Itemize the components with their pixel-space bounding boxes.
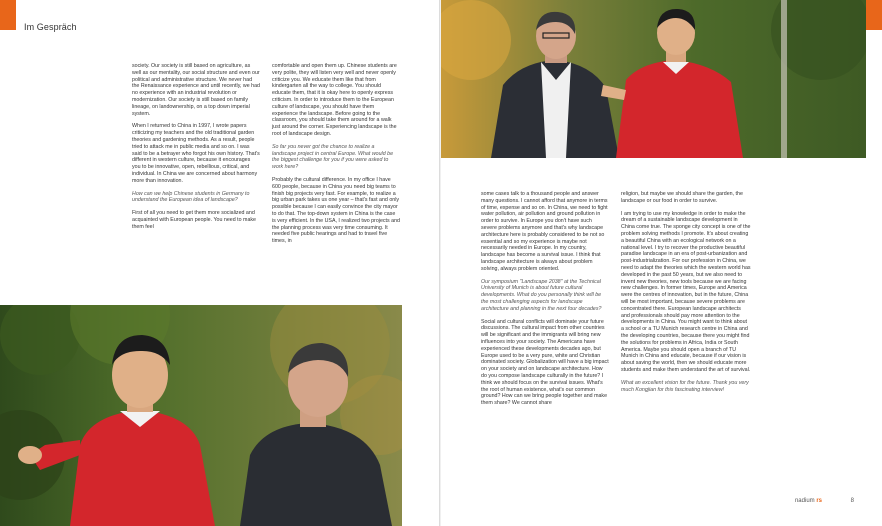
question: What an excellent vision for the future. Thank you very much Kongjian for this fascinating interview! bbox=[621, 379, 749, 393]
question: So far you never got the chance to realize a landscape project in central Europe. What would be the biggest challenge for you if you were asked to work here? bbox=[272, 143, 394, 171]
interview-photo-top bbox=[441, 0, 866, 158]
magazine-brand bbox=[795, 498, 822, 504]
interview-photo-bottom bbox=[0, 305, 402, 526]
brand-name: nadium bbox=[794, 498, 815, 504]
paragraph: First of all you need to get them more socialized and acquainted with European people. You need to make them feel bbox=[132, 210, 256, 230]
paragraph: Social and cultural conflicts will dominate your future discussions. The cultural impact from other countries will be significant and the immigrants will bring new influences into your society. The Americans have experienced these developments decades ago, but Europe used to be a very pure, white and Christian dominated society. Globalization will have a big impact on your society and on landscape architecture. How do you compose landscape culturally in the future? I think we should focus on the survival issues. What's the root of human existence, what's our common ground? How can we bring people together and make them share? We cannot share bbox=[481, 318, 609, 407]
right-column-2 bbox=[621, 191, 751, 399]
question: How can we help Chinese students in Germany to understand the European idea of landscape? bbox=[132, 190, 250, 204]
left-column-2 bbox=[272, 63, 400, 251]
section-tab-left bbox=[0, 0, 16, 30]
paragraph: comfortable and open them up. Chinese students are very polite, they will listen very well and never openly criticize you. We educate them like that from kindergarten all the way to college. You should educate them, that it is okay here to openly express criticism. In order to introduce them to the European culture of landscape, you should have them experience the landscape. Before going to the classroom, you should take them around for a walk just around the corner. Experiencing landscape is the root of landscape design. bbox=[272, 63, 397, 137]
paragraph: religion, but maybe we should share the garden, the landscape or our food in order to survive. bbox=[621, 191, 743, 204]
photo-illustration bbox=[0, 305, 402, 526]
paragraph: I am trying to use my knowledge in order to make the dream of a sustainable landscape development in China come true. The sponge city concept is one of the problem solving methods I promote. It's about creating a beautiful China with an ecological network on a national level. I try to recover the productive beautiful paradise landscape in an era of post-urbanization and post-industrialization. For our profession in China, we need to adapt the theories which the western world has developed in the past 50 years, but we also need to invent new theories, new tools because we are facing new challenges. In former times, Europe and America were the centres of innovation, but in the future, China will be most important, because severe problems are concentrated there. European landscape architects and professionals should pay more attention to the developments in China. You might want to think about a school or a TU Munich research centre in China and the developing countries, because there you might find the solutions for problems in Africa, India or South America. Maybe you should open a branch of TU Munich in China and educate, because if our vision is about saving the world, then we should educate more students and make them understand the art of survival. bbox=[621, 210, 751, 373]
paragraph: When I returned to China in 1997, I wrote papers criticizing my teachers and the old traditional garden theories and gardening methods. As a result, people tried to attack me in public media and so on. I was said to be a betrayer who forgot his own history. That's different in western culture, because it encourages you to be innovative, open, rebellious, critical, and individual. In China we are concerned about harmony more than innovation. bbox=[132, 123, 260, 184]
left-column-1 bbox=[132, 63, 260, 237]
paragraph: some cases talk to a thousand people and answer many questions. I cannot afford that anymore in terms of time, expense and so on. In China, we need to fight water pollution, air pollution and ground pollution in order to survive. In Europe you don't have such severe problems anymore and that's why landscape architecture here is probably considered to be not so essential and so my experience is maybe not necessarily needed in Europe. In my country, landscape has become a survival issue. I think that landscape architecture is always about problem solving, always problem oriented. bbox=[481, 191, 608, 272]
paragraph: Probably the cultural difference. In my office I have 600 people, because in China you need big teams to finish big projects very fast. For example, to realize a big urban park takes us one year – that's fast and only possible because I can easily convince the city mayor to do that. The top-down system in China is the case is very efficient. In the USA, I realized two projects and the planning process was very time consuming. It needed five public hearings and had to travel five times, in bbox=[272, 176, 400, 245]
section-tab-right bbox=[866, 0, 882, 30]
question: Our symposium "Landscape 2038" at the Technical University of Munich is about future cultural developments. What do you personally think will be the most challenging aspects for landscape architecture and planning in the next four decades? bbox=[481, 278, 602, 312]
left-page bbox=[0, 0, 440, 526]
paragraph: society. Our society is still based on agriculture, as well as our mentality, our social structure and even our political and administrative structure. We never had the Renaissance experience and until recently, we had no experience with an industrial revolution or modernization. Our society is still based on family lineage, on landownership, on a top down imperial system. bbox=[132, 63, 260, 117]
section-title: Im Gespräch bbox=[24, 22, 77, 32]
right-column-1 bbox=[481, 191, 609, 413]
right-page bbox=[441, 0, 882, 526]
brand-suffix: rs bbox=[816, 498, 822, 504]
photo-illustration bbox=[441, 0, 866, 158]
page-number: 8 bbox=[850, 498, 854, 504]
